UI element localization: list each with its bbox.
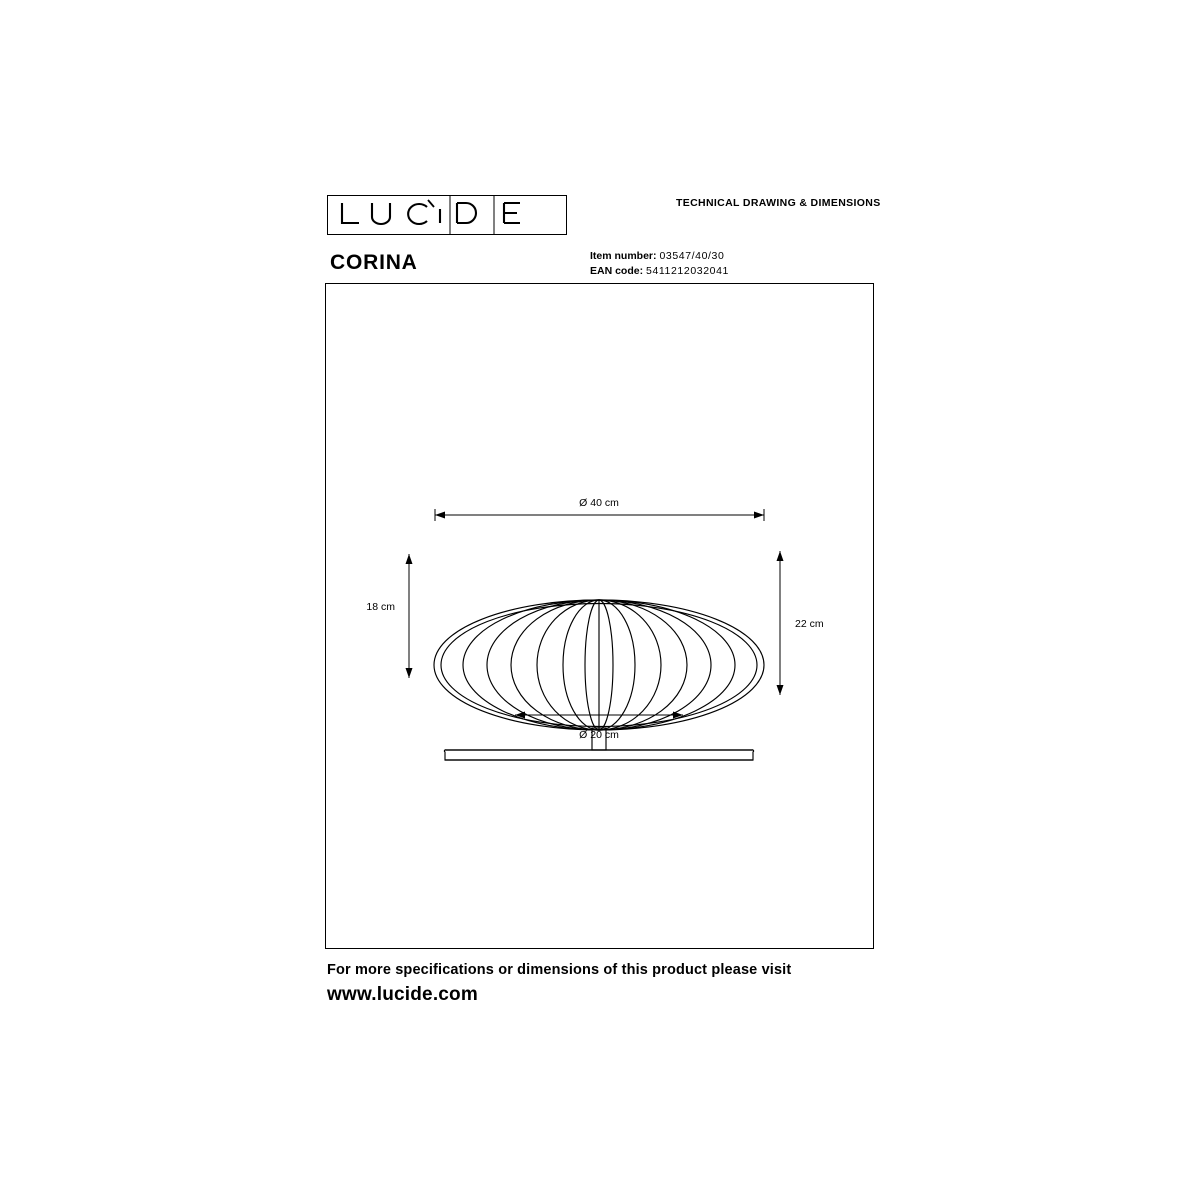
dimension-right-height (777, 551, 784, 695)
dimension-bottom-width-label: Ø 20 cm (579, 729, 619, 741)
tech-drawing-label: TECHNICAL DRAWING & DIMENSIONS (676, 197, 881, 209)
footer-text: For more specifications or dimensions of this product please visit (327, 962, 792, 978)
product-meta (590, 249, 729, 278)
lamp-shade-illustration (434, 600, 764, 730)
footer-website-link[interactable]: www.lucide.com (327, 984, 478, 1005)
item-number-row (590, 249, 729, 264)
dimension-left-height-label: 18 cm (366, 601, 395, 613)
ean-row (590, 264, 729, 279)
dimension-left-height (406, 554, 413, 678)
item-number-value: 03547/40/30 (659, 250, 725, 262)
footer (327, 962, 887, 1006)
brand-logo (327, 195, 567, 235)
product-technical-drawing (325, 283, 874, 949)
item-number-label: Item number: (590, 250, 657, 262)
page-title: CORINA (330, 251, 418, 274)
dimension-top-width-label: Ø 40 cm (579, 497, 619, 509)
lucide-logo-icon (328, 196, 566, 234)
dimension-top-width (435, 509, 764, 521)
ean-value: 5411212032041 (646, 264, 729, 277)
dimension-right-height-label: 22 cm (795, 618, 824, 630)
ean-label: EAN code: (590, 264, 644, 277)
